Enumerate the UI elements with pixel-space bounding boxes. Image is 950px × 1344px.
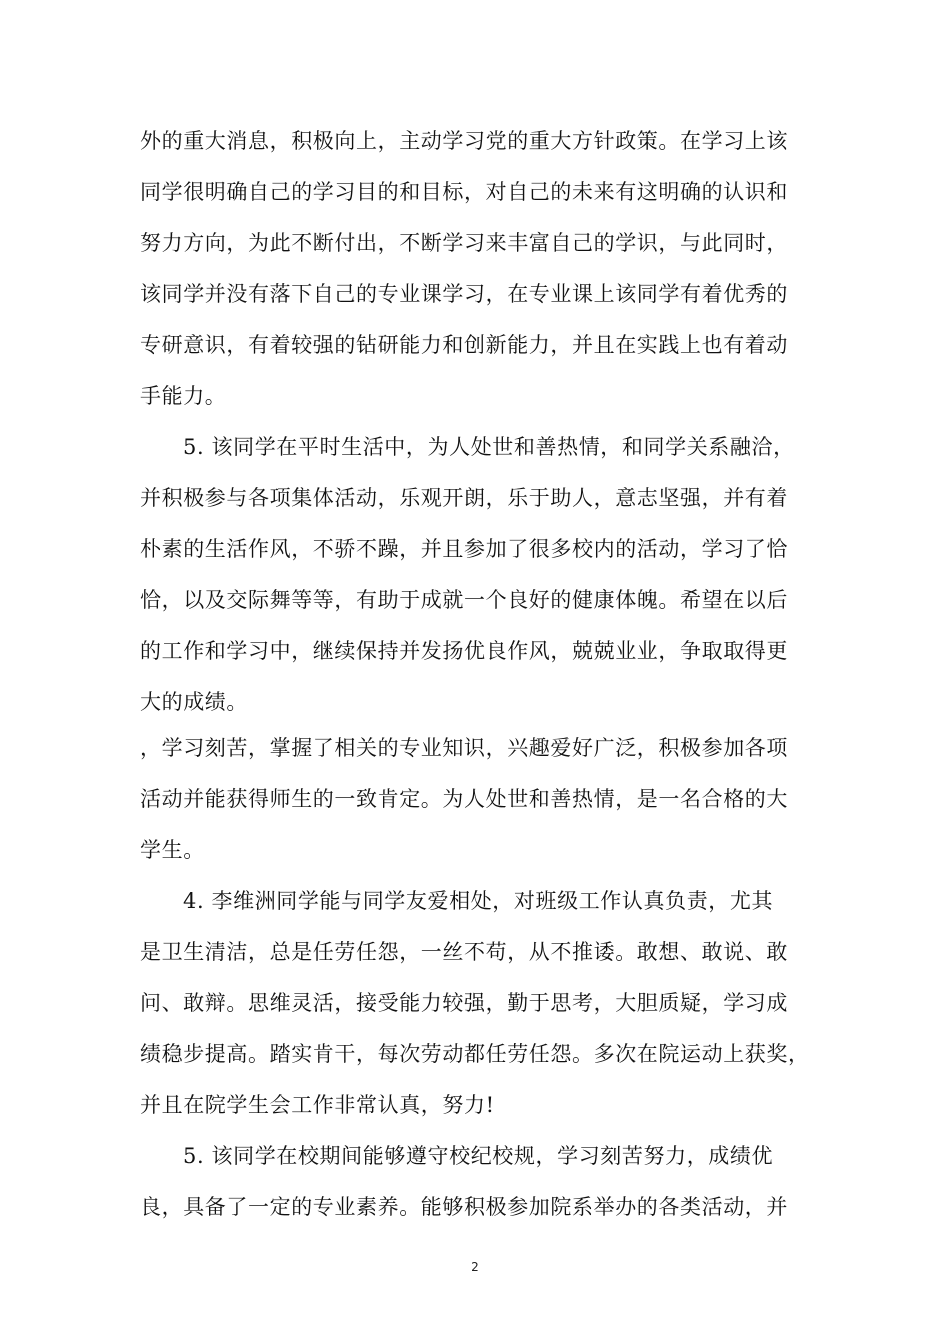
text-line: 绩稳步提高。踏实肯干，每次劳动都任劳任怨。多次在院运动上获奖， xyxy=(140,1042,810,1066)
paragraph-start-line: 4. 李维洲同学能与同学友爱相处，对班级工作认真负责，尤其 xyxy=(183,889,774,913)
text-line: 外的重大消息，积极向上，主动学习党的重大方针政策。在学习上该 xyxy=(140,129,788,153)
text-line: 是卫生清洁，总是任劳任怨，一丝不苟，从不推诿。敢想、敢说、敢 xyxy=(140,940,788,964)
text-line: 该同学并没有落下自己的专业课学习，在专业课上该同学有着优秀的 xyxy=(140,282,788,306)
paragraph-start-line: 5. 该同学在校期间能够遵守校纪校规，学习刻苦努力，成绩优 xyxy=(183,1144,774,1168)
text-line: ，学习刻苦，掌握了相关的专业知识，兴趣爱好广泛，积极参加各项 xyxy=(140,736,788,760)
text-line: 学生。 xyxy=(140,838,205,862)
text-line: 朴素的生活作风，不骄不躁，并且参加了很多校内的活动，学习了恰 xyxy=(140,537,788,561)
text-line: 活动并能获得师生的一致肯定。为人处世和善热情，是一名合格的大 xyxy=(140,787,788,811)
page-number: 2 xyxy=(471,1260,479,1274)
text-line: 并且在院学生会工作非常认真，努力! xyxy=(140,1093,495,1117)
text-line: 的工作和学习中，继续保持并发扬优良作风，兢兢业业，争取取得更 xyxy=(140,639,788,663)
text-line: 专研意识，有着较强的钻研能力和创新能力，并且在实践上也有着动 xyxy=(140,333,788,357)
text-line: 并积极参与各项集体活动，乐观开朗，乐于助人，意志坚强，并有着 xyxy=(140,486,788,510)
text-line: 同学很明确自己的学习目的和目标，对自己的未来有这明确的认识和 xyxy=(140,180,788,204)
paragraph-start-line: 5. 该同学在平时生活中，为人处世和善热情，和同学关系融洽， xyxy=(183,435,795,459)
text-line: 大的成绩。 xyxy=(140,690,248,714)
text-line: 努力方向，为此不断付出，不断学习来丰富自己的学识，与此同时， xyxy=(140,231,788,255)
text-line: 手能力。 xyxy=(140,384,227,408)
text-line: 良，具备了一定的专业素养。能够积极参加院系举办的各类活动，并 xyxy=(140,1195,788,1219)
text-line: 恰，以及交际舞等等，有助于成就一个良好的健康体魄。希望在以后 xyxy=(140,588,788,612)
text-line: 问、敢辩。思维灵活，接受能力较强，勤于思考，大胆质疑，学习成 xyxy=(140,991,788,1015)
